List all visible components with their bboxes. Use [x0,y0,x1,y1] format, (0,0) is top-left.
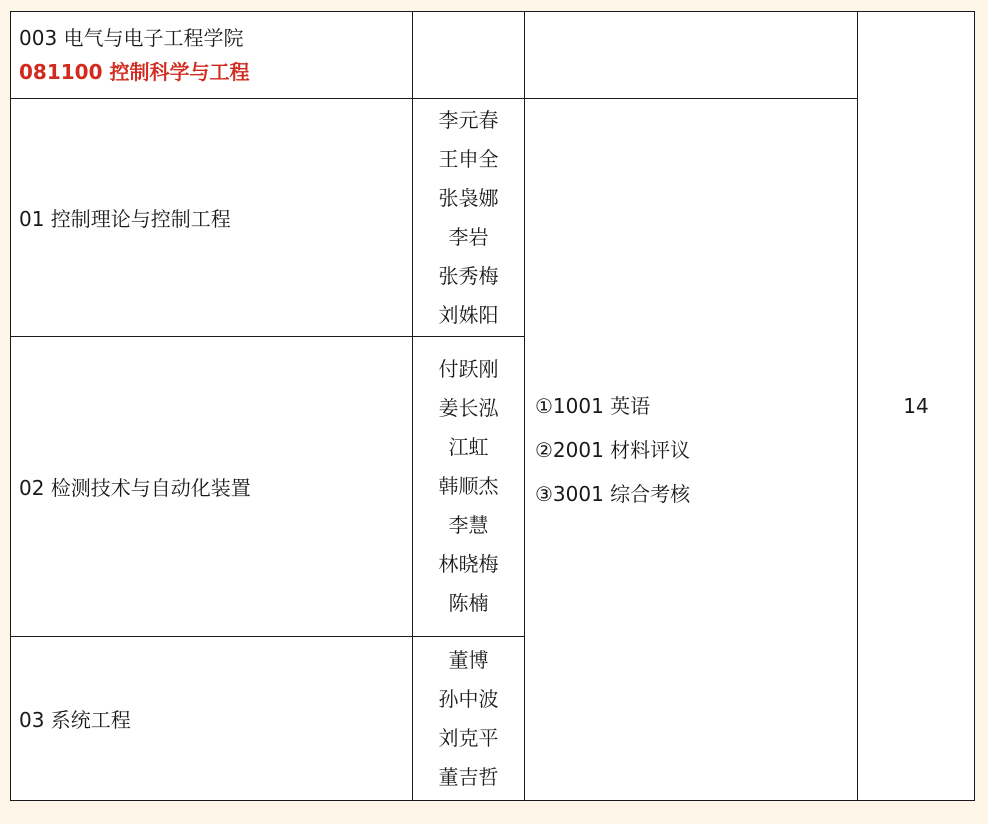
direction-label: 03 系统工程 [11,637,413,801]
advisor-list [413,99,525,337]
department-cell [11,12,413,99]
exam-subjects-cell [525,99,858,801]
advisor-name: 李元春 [438,107,499,132]
advisor-name: 张袅娜 [438,185,499,210]
advisor-name: 张秀梅 [438,263,499,288]
advisor-name: 刘姝阳 [438,302,499,327]
advisor-name: 刘克平 [438,725,499,750]
quota-cell [858,12,975,801]
advisor-name: 江虹 [448,435,489,459]
exam-subject: ③3001 综合考核 [535,481,691,506]
advisor-name: 王申全 [438,146,499,171]
advisor-name: 付跃刚 [438,357,499,381]
advisor-list [413,337,525,637]
advisor-name: 姜长泓 [438,396,499,420]
advisor-name: 李岩 [448,224,489,249]
advisor-name: 陈楠 [448,591,489,615]
advisor-name: 韩顺杰 [438,474,499,498]
header-advisor-cell [413,12,525,99]
advisor-list [413,637,525,801]
exam-subject: ②2001 材料评议 [535,437,691,462]
enrollment-quota: 14 [903,394,929,418]
advisor-name: 董博 [448,647,489,672]
header-subject-cell [525,12,858,99]
direction-label: 02 检测技术与自动化装置 [11,337,413,637]
department-name: 003 电气与电子工程学院 [19,26,244,50]
exam-subject: ①1001 英语 [535,393,651,418]
advisor-name: 孙中波 [438,686,499,711]
admissions-table [10,11,975,801]
advisor-name: 董吉哲 [438,764,499,789]
direction-label: 01 控制理论与控制工程 [11,99,413,337]
major-name: 081100 控制科学与工程 [19,60,250,84]
header-row [11,12,975,99]
direction-row [11,99,975,337]
advisor-name: 李慧 [448,513,489,537]
advisor-name: 林晓梅 [438,552,499,576]
